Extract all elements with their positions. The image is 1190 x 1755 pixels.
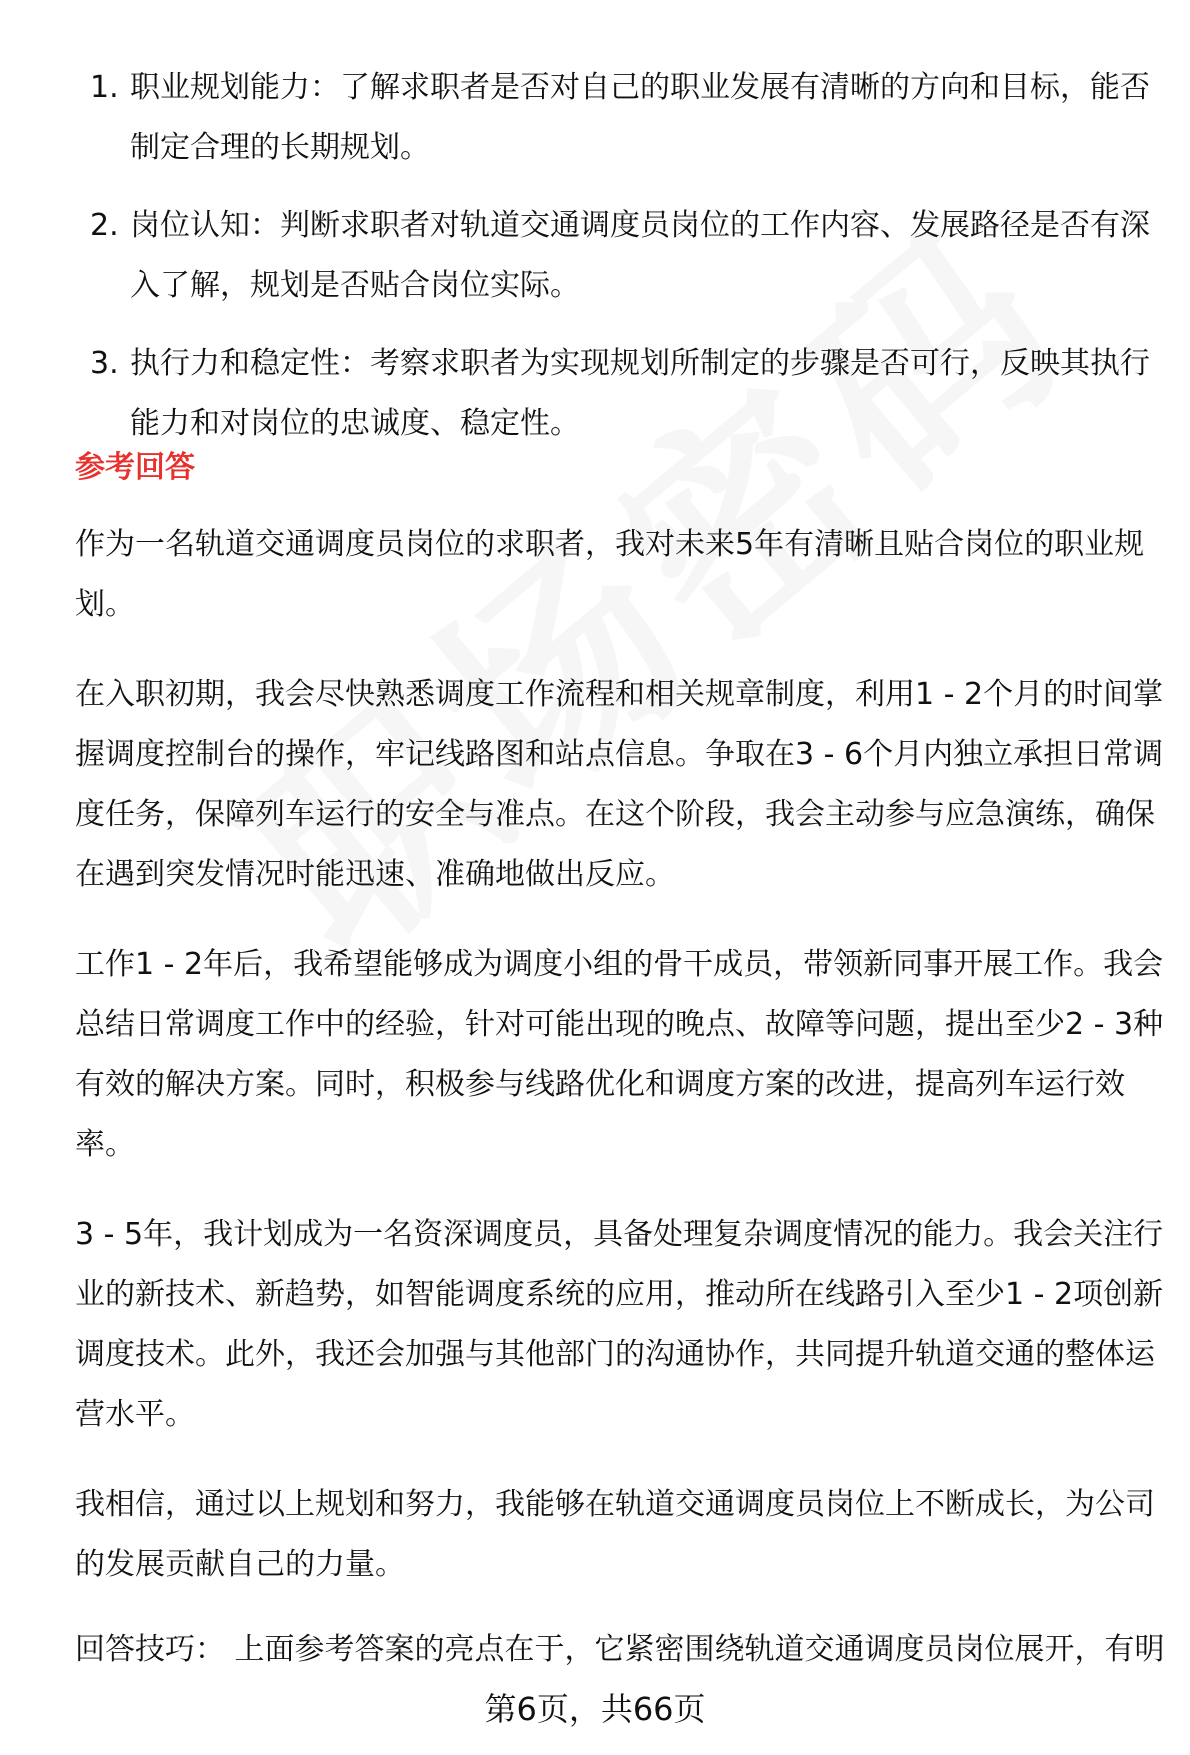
list-number: 1. (90, 70, 119, 105)
list-item-text: 岗位认知：判断求职者对轨道交通调度员岗位的工作内容、发展路径是否有深入了解，规划是否贴合岗位实际。 (130, 208, 1150, 303)
evaluation-criteria-list (0, 58, 1190, 472)
list-item (0, 196, 1190, 316)
answer-paragraph: 作为一名轨道交通调度员岗位的求职者，我对未来5年有清晰且贴合岗位的职业规划。 (75, 527, 1145, 622)
answer-paragraph: 工作1 - 2年后，我希望能够成为调度小组的骨干成员，带领新同事开展工作。我会总结日常调度工作中的经验，针对可能出现的晚点、故障等问题，提出至少2 - 3种有效的解决方案。同时，积极参与线路优化和调度方案的改进，提高列车运行效率。 (75, 947, 1164, 1162)
page-number-footer: 第6页，共66页 (484, 1690, 706, 1728)
answer-paragraph: 我相信，通过以上规划和努力，我能够在轨道交通调度员岗位上不断成长，为公司的发展贡献自己的力量。 (75, 1487, 1155, 1582)
list-number: 2. (90, 208, 119, 243)
answer-paragraph: 在入职初期，我会尽快熟悉调度工作流程和相关规章制度，利用1 - 2个月的时间掌握调度控制台的操作，牢记线路图和站点信息。争取在3 - 6个月内独立承担日常调度任务，保障列车运行的安全与准点。在这个阶段，我会主动参与应急演练，确保在遇到突发情况时能迅速、准确地做出反应。 (75, 677, 1164, 892)
reference-answer-heading: 参考回答 (75, 450, 195, 485)
list-item (0, 334, 1190, 454)
list-item (0, 58, 1190, 178)
list-item-text: 职业规划能力：了解求职者是否对自己的职业发展有清晰的方向和目标，能否制定合理的长期规划。 (130, 70, 1150, 165)
answer-tips-paragraph: 回答技巧： 上面参考答案的亮点在于，它紧密围绕轨道交通调度员岗位展开，有明 (75, 1632, 1165, 1667)
answer-paragraph: 3 - 5年，我计划成为一名资深调度员，具备处理复杂调度情况的能力。我会关注行业的新技术、新趋势，如智能调度系统的应用，推动所在线路引入至少1 - 2项创新调度技术。此外，我还会加强与其他部门的沟通协作，共同提升轨道交通的整体运营水平。 (75, 1217, 1164, 1432)
list-item-text: 执行力和稳定性：考察求职者为实现规划所制定的步骤是否可行，反映其执行能力和对岗位的忠诚度、稳定性。 (130, 346, 1150, 441)
list-number: 3. (90, 346, 119, 381)
